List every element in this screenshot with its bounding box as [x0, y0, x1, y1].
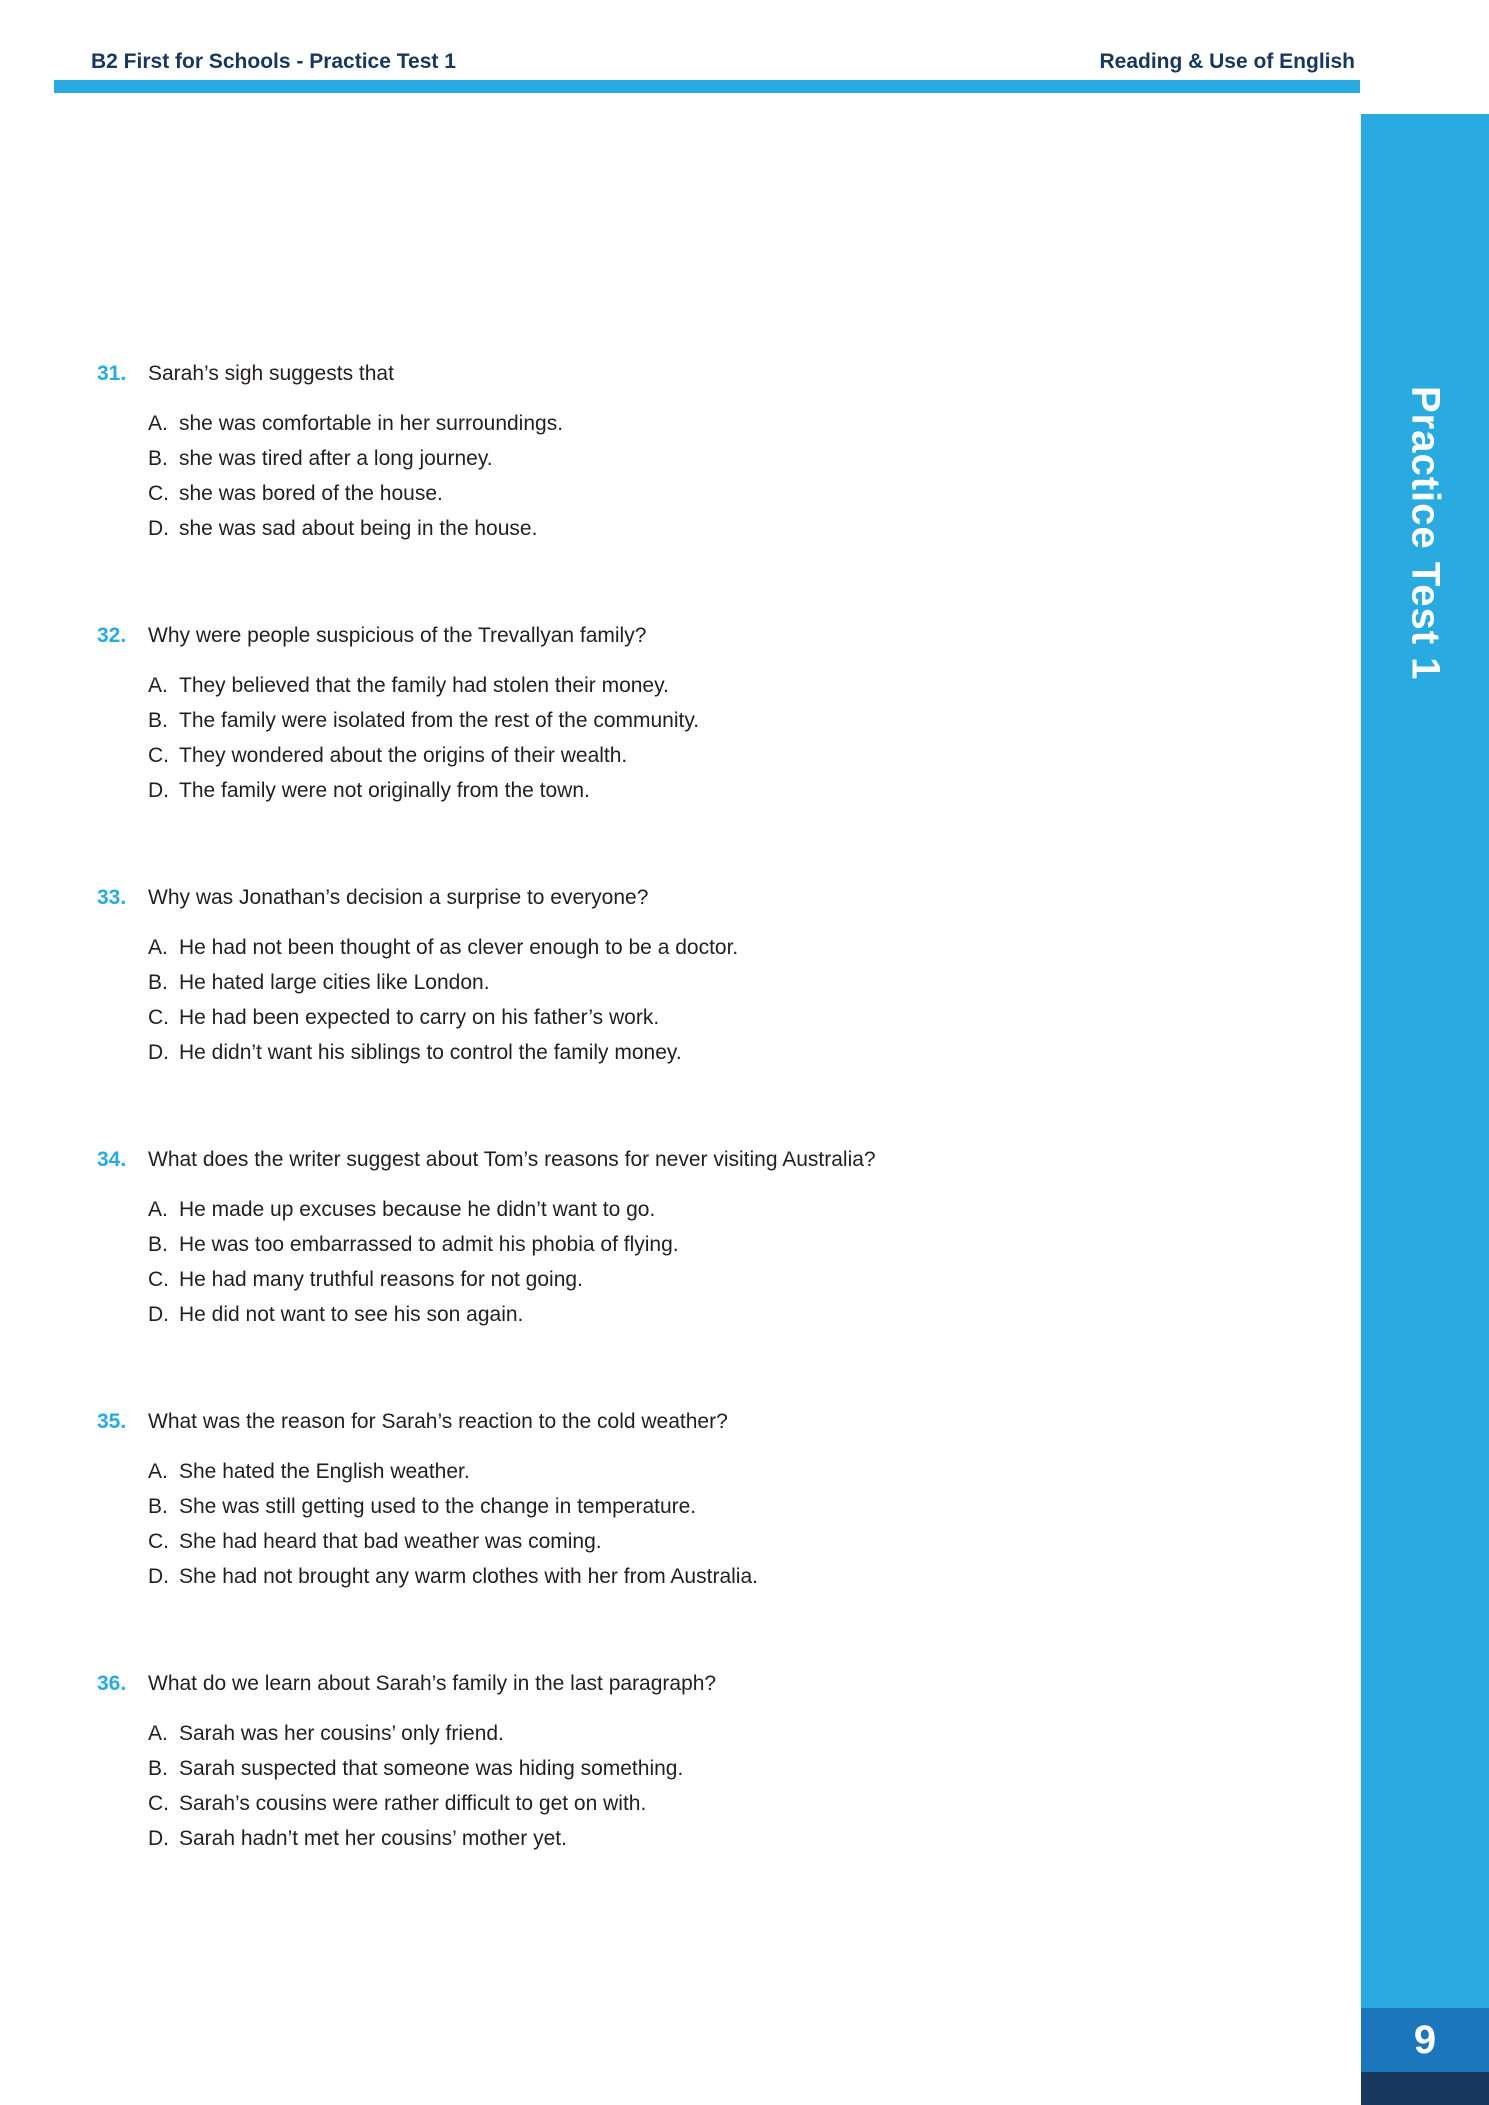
option-row: [148, 1297, 1327, 1332]
option-text: The family were isolated from the rest of the community.: [179, 709, 700, 732]
sidebar: [1361, 114, 1489, 2105]
option-letter: B.: [148, 447, 168, 470]
option-row: [148, 703, 1327, 738]
question-number: 36.: [97, 1672, 127, 1695]
option-text: she was sad about being in the house.: [179, 517, 538, 540]
question-32: [97, 618, 1327, 808]
header-rule: [54, 80, 1360, 93]
option-text: Sarah hadn’t met her cousins’ mother yet.: [179, 1827, 567, 1850]
option-row: [148, 1821, 1327, 1856]
question-head: [97, 1404, 1327, 1439]
option-letter: D.: [148, 779, 169, 802]
option-text: They believed that the family had stolen their money.: [179, 674, 669, 697]
question-33: [97, 880, 1327, 1070]
question-number: 31.: [97, 362, 127, 385]
option-text: They wondered about the origins of their wealth.: [179, 744, 628, 767]
question-text: Sarah’s sigh suggests that: [148, 362, 394, 385]
option-row: [148, 1454, 1327, 1489]
option-text: She had heard that bad weather was coming.: [179, 1530, 602, 1553]
option-text: Sarah was her cousins’ only friend.: [179, 1722, 504, 1745]
question-36: [97, 1666, 1327, 1856]
options-list: [148, 406, 1327, 546]
option-row: [148, 1035, 1327, 1070]
option-text: She was still getting used to the change in temperature.: [179, 1495, 697, 1518]
question-head: [97, 618, 1327, 653]
question-34: [97, 1142, 1327, 1332]
option-text: She hated the English weather.: [179, 1460, 470, 1483]
question-number: 35.: [97, 1410, 127, 1433]
page-number: 9: [1413, 2017, 1437, 2062]
options-list: [148, 1192, 1327, 1332]
question-31: [97, 356, 1327, 546]
question-head: [97, 1666, 1327, 1701]
questions-area: [97, 356, 1327, 1928]
question-35: [97, 1404, 1327, 1594]
option-text: She had not brought any warm clothes with her from Australia.: [179, 1565, 758, 1588]
option-row: [148, 406, 1327, 441]
option-text: He had been expected to carry on his father’s work.: [179, 1006, 660, 1029]
option-row: [148, 1524, 1327, 1559]
option-text: she was bored of the house.: [179, 482, 443, 505]
option-text: she was comfortable in her surroundings.: [179, 412, 564, 435]
header-left-title: B2 First for Schools - Practice Test 1: [91, 50, 456, 73]
options-list: [148, 930, 1327, 1070]
option-letter: D.: [148, 1303, 169, 1326]
option-text: she was tired after a long journey.: [179, 447, 493, 470]
sidebar-footer-bar: [1361, 2072, 1489, 2105]
option-row: [148, 1751, 1327, 1786]
question-head: [97, 356, 1327, 391]
option-letter: C.: [148, 1530, 169, 1553]
question-text: What was the reason for Sarah’s reaction to the cold weather?: [148, 1410, 728, 1433]
question-head: [97, 880, 1327, 915]
question-number: 34.: [97, 1148, 127, 1171]
option-row: [148, 668, 1327, 703]
question-head: [97, 1142, 1327, 1177]
option-letter: A.: [148, 1722, 168, 1745]
option-text: The family were not originally from the town.: [179, 779, 590, 802]
options-list: [148, 1454, 1327, 1594]
option-row: [148, 1786, 1327, 1821]
option-row: [148, 1192, 1327, 1227]
option-text: Sarah’s cousins were rather difficult to get on with.: [179, 1792, 647, 1815]
option-text: He was too embarrassed to admit his phobia of flying.: [179, 1233, 679, 1256]
option-row: [148, 476, 1327, 511]
option-row: [148, 1489, 1327, 1524]
options-list: [148, 1716, 1327, 1856]
option-letter: C.: [148, 744, 169, 767]
option-text: He hated large cities like London.: [179, 971, 490, 994]
option-letter: D.: [148, 1565, 169, 1588]
option-row: [148, 1262, 1327, 1297]
option-row: [148, 1716, 1327, 1751]
option-letter: B.: [148, 1495, 168, 1518]
option-row: [148, 930, 1327, 965]
option-row: [148, 1559, 1327, 1594]
option-letter: C.: [148, 1792, 169, 1815]
option-text: He didn’t want his siblings to control the family money.: [179, 1041, 682, 1064]
option-letter: C.: [148, 1268, 169, 1291]
option-letter: A.: [148, 412, 168, 435]
question-text: Why were people suspicious of the Trevallyan family?: [148, 624, 647, 647]
question-text: Why was Jonathan’s decision a surprise to everyone?: [148, 886, 649, 909]
option-letter: A.: [148, 1198, 168, 1221]
question-number: 33.: [97, 886, 127, 909]
option-letter: B.: [148, 1233, 168, 1256]
header-right-title: Reading & Use of English: [1099, 50, 1355, 73]
option-letter: A.: [148, 936, 168, 959]
option-row: [148, 738, 1327, 773]
option-text: Sarah suspected that someone was hiding something.: [179, 1757, 684, 1780]
option-row: [148, 773, 1327, 808]
question-text: What does the writer suggest about Tom’s reasons for never visiting Australia?: [148, 1148, 876, 1171]
option-letter: C.: [148, 482, 169, 505]
option-row: [148, 511, 1327, 546]
option-letter: A.: [148, 674, 168, 697]
options-list: [148, 668, 1327, 808]
option-letter: C.: [148, 1006, 169, 1029]
option-text: He had many truthful reasons for not going.: [179, 1268, 583, 1291]
question-number: 32.: [97, 624, 127, 647]
question-text: What do we learn about Sarah’s family in the last paragraph?: [148, 1672, 717, 1695]
option-letter: D.: [148, 1041, 169, 1064]
option-row: [148, 1227, 1327, 1262]
option-row: [148, 441, 1327, 476]
option-letter: B.: [148, 1757, 168, 1780]
option-letter: B.: [148, 971, 168, 994]
option-text: He did not want to see his son again.: [179, 1303, 524, 1326]
page-number-box: [1361, 2008, 1489, 2072]
option-text: He made up excuses because he didn’t want to go.: [179, 1198, 656, 1221]
sidebar-label: Practice Test 1: [1403, 386, 1448, 681]
option-letter: D.: [148, 1827, 169, 1850]
option-letter: D.: [148, 517, 169, 540]
option-row: [148, 1000, 1327, 1035]
option-letter: A.: [148, 1460, 168, 1483]
option-text: He had not been thought of as clever enough to be a doctor.: [179, 936, 739, 959]
option-row: [148, 965, 1327, 1000]
option-letter: B.: [148, 709, 168, 732]
